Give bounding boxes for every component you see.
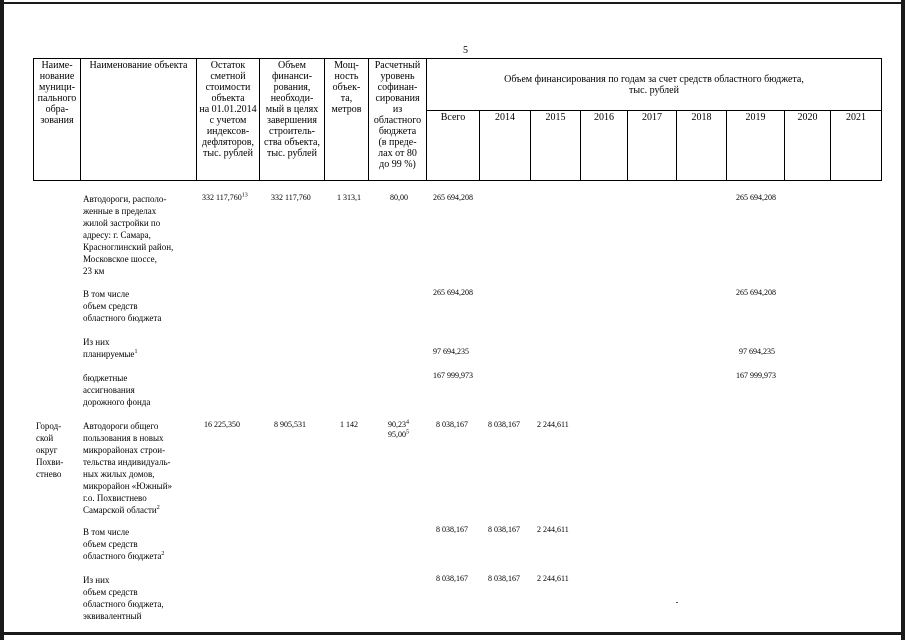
row-cofinancing: 95,00$^5$	[388, 429, 409, 439]
header-object-name: Наименование объекта	[81, 59, 197, 181]
row-capacity: 1 313,1	[337, 193, 361, 202]
row-object-name: бюджетные ассигнования дорожного фонда	[83, 373, 151, 407]
row-object-name: Автодороги, располо- женные в пределах жилой застройки по адресу: г. Самара, Красноглинский район, Московское шоссе, 23 км	[83, 194, 174, 276]
header-year-2016: 2016	[581, 111, 628, 181]
header-year-2017: 2017	[628, 111, 677, 181]
row-funding-needed: 8 905,531	[274, 420, 306, 429]
row-object-name: Из них объем средств областного бюджета, эквивалентный	[83, 575, 164, 621]
header-year-total: Всего	[427, 111, 480, 181]
row-2019: 167 999,973	[736, 371, 776, 380]
table-header	[33, 58, 882, 181]
header-remaining-cost: Остаток сметной стоимости объекта на 01.01.2014 с учетом индексов- дефляторов, тыс. рублей	[197, 59, 260, 181]
header-municipality: Наиме- нование муници- пального обра- зования	[34, 59, 81, 181]
row-2014: 8 038,167	[488, 574, 520, 583]
row-total: 265 694,208	[433, 288, 473, 297]
row-2019: 265 694,208	[736, 288, 776, 297]
header-funding-needed: Объем финанси- рования, необходи- мый в целях завершения строитель- ства объекта, тыс. рублей	[260, 59, 325, 181]
row-2015: 2 244,611	[537, 525, 569, 534]
row-capacity: 1 142	[340, 420, 358, 429]
row-2014: 8 038,167	[488, 420, 520, 429]
header-year-2015: 2015	[531, 111, 581, 181]
row-remaining-cost: 16 225,350	[204, 420, 240, 429]
header-year-2020: 2020	[785, 111, 831, 181]
row-remaining-cost: 332 117,760$^{13}$	[202, 192, 248, 202]
header-year-2014: 2014	[480, 111, 531, 181]
header-year-2019: 2019	[727, 111, 785, 181]
row-object-name: Автодороги общего пользования в новых микрорайонах строи- тельства индивидуаль- ных жилых домов, микрорайон «Южный» г.о. Похвистнево Самарской области$^2$	[83, 421, 173, 515]
header-cofinancing-level: Расчетный уровень софинан- сирования из областного бюджета (в преде- лах от 80 до 99 %)	[369, 59, 427, 181]
scan-edge-left	[0, 0, 4, 640]
page-number: 5	[463, 45, 468, 56]
scan-edge-bottom	[0, 632, 905, 635]
row-funding-needed: 332 117,760	[271, 193, 311, 202]
row-2014: 8 038,167	[488, 525, 520, 534]
row-2019: 97 694,235	[739, 347, 775, 356]
row-2019: 265 694,208	[736, 193, 776, 202]
scan-edge-right	[901, 0, 905, 640]
row-2015: 2 244,611	[537, 420, 569, 429]
header-year-2018: 2018	[677, 111, 727, 181]
row-object-name: Из них планируемые$^1$	[83, 337, 138, 359]
row-cofinancing: 80,00	[390, 193, 408, 202]
row-total: 97 694,235	[433, 347, 469, 356]
row-object-name: В том числе объем средств областного бюджета	[83, 289, 162, 323]
header-funding-by-year: Объем финансирования по годам за счет средств областного бюджета, тыс. рублей	[427, 59, 882, 111]
row-total: 8 038,167	[436, 574, 468, 583]
header-capacity: Мощ- ность объек- та, метров	[325, 59, 369, 181]
row-municipality: Город- ской округ Похви- стнево	[36, 421, 64, 479]
row-total: 265 694,208	[433, 193, 473, 202]
scan-edge-top	[0, 2, 905, 4]
row-object-name: В том числе объем средств областного бюджета$^2$	[83, 527, 165, 561]
row-total: 167 999,973	[433, 371, 473, 380]
row-total: 8 038,167	[436, 525, 468, 534]
row-2015: 2 244,611	[537, 574, 569, 583]
row-cofinancing: 90,23$^4$	[388, 419, 409, 429]
header-year-2021: 2021	[831, 111, 882, 181]
row-total: 8 038,167	[436, 420, 468, 429]
scan-speck	[676, 602, 678, 603]
